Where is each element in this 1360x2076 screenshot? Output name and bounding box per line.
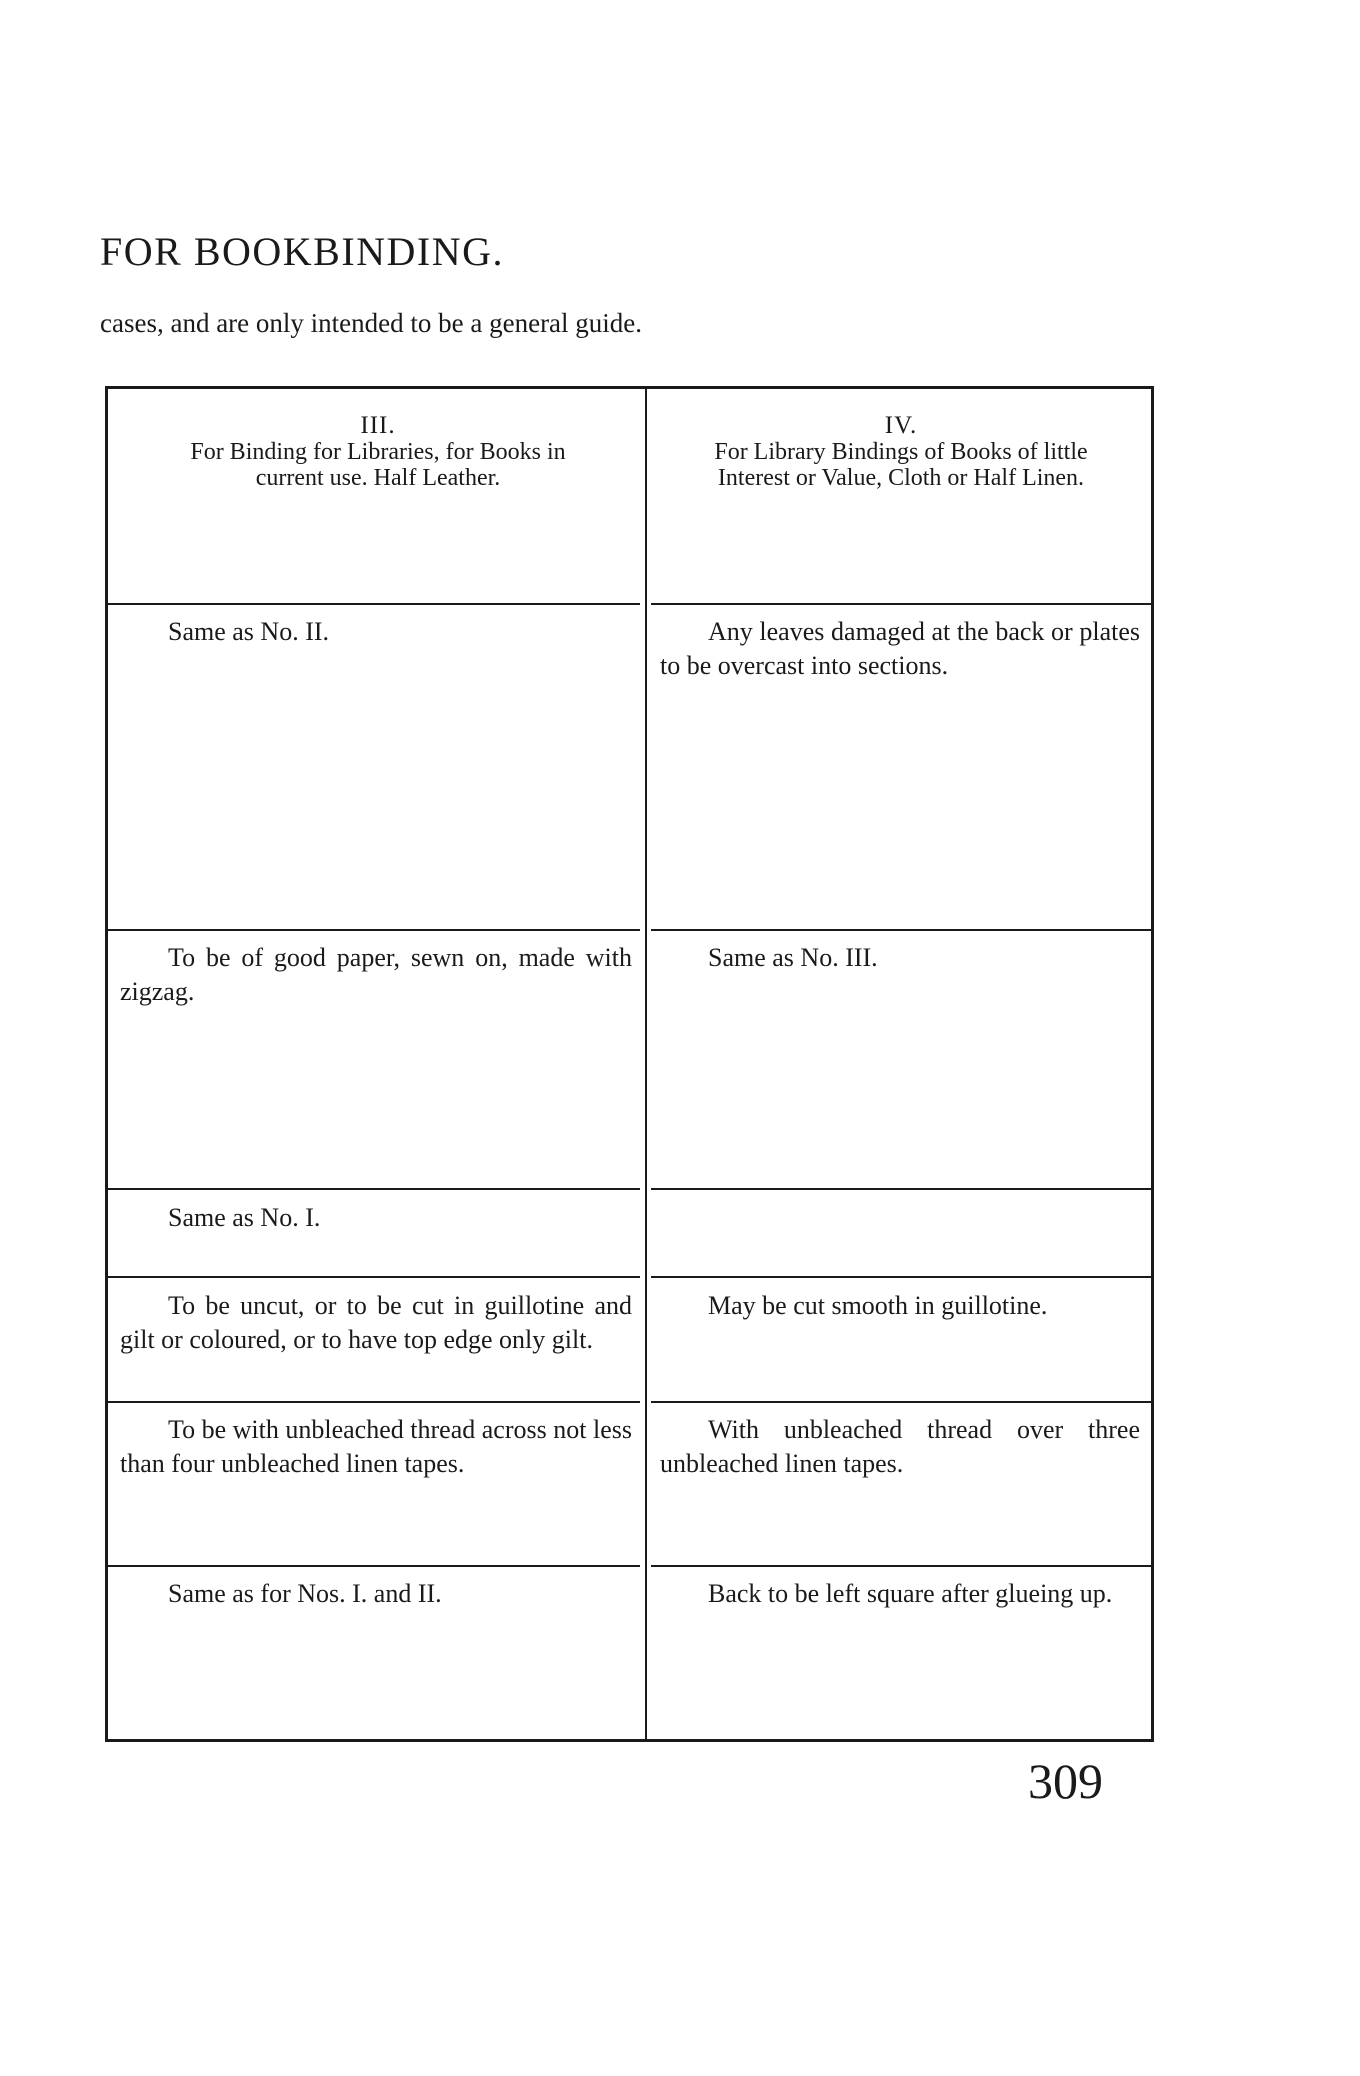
row-separator <box>651 1188 1151 1190</box>
row-separator <box>651 1565 1151 1567</box>
row-separator <box>108 603 640 605</box>
table-cell-iii: Same as No. I. <box>168 1203 321 1232</box>
table-cell-iii: To be of good paper, sewn on, made with zigzag. <box>120 943 632 1006</box>
column-numeral-iii: III. <box>360 412 396 439</box>
table-cell-iii: To be with unbleached thread across not less than four unbleached linen tapes. <box>120 1415 632 1478</box>
row-separator <box>651 603 1151 605</box>
column-title-iv-line1: For Library Bindings of Books of little <box>714 439 1088 465</box>
row-separator <box>651 929 1151 931</box>
row-separator <box>108 1401 640 1403</box>
column-title-iv-line2: Interest or Value, Cloth or Half Linen. <box>717 465 1085 491</box>
table-cell-iv: With unbleached thread over three unbleached linen tapes. <box>660 1415 1140 1478</box>
page-number: 309 <box>1028 1753 1103 1809</box>
row-separator <box>651 1276 1151 1278</box>
binding-table <box>105 386 1154 1742</box>
table-cell-iv: May be cut smooth in guillotine. <box>708 1291 1048 1320</box>
row-separator <box>651 1401 1151 1403</box>
table-cell-iii: Same as for Nos. I. and II. <box>168 1579 442 1608</box>
intro-text: cases, and are only intended to be a general guide. <box>100 308 643 338</box>
table-cell-iv: Back to be left square after glueing up. <box>708 1579 1113 1608</box>
column-header-iv <box>656 413 1146 491</box>
column-title-iii-line1: For Binding for Libraries, for Books in <box>190 439 566 465</box>
table-cell-iv: Same as No. III. <box>708 943 878 972</box>
column-header-iii <box>118 413 638 491</box>
column-title-iii-line2: current use. Half Leather. <box>255 465 501 491</box>
row-separator <box>108 1276 640 1278</box>
table-cell-iv: Any leaves damaged at the back or plates to be overcast into sections. <box>660 617 1140 680</box>
row-separator <box>108 1188 640 1190</box>
column-divider <box>645 389 647 1739</box>
table-cell-iii: Same as No. II. <box>168 617 330 646</box>
column-numeral-iv: IV. <box>884 412 918 439</box>
row-separator <box>108 929 640 931</box>
row-separator <box>108 1565 640 1567</box>
page-heading: FOR BOOKBINDING. <box>100 229 505 274</box>
table-cell-iii: To be uncut, or to be cut in guillotine and gilt or coloured, or to have top edge only gilt. <box>120 1291 632 1354</box>
